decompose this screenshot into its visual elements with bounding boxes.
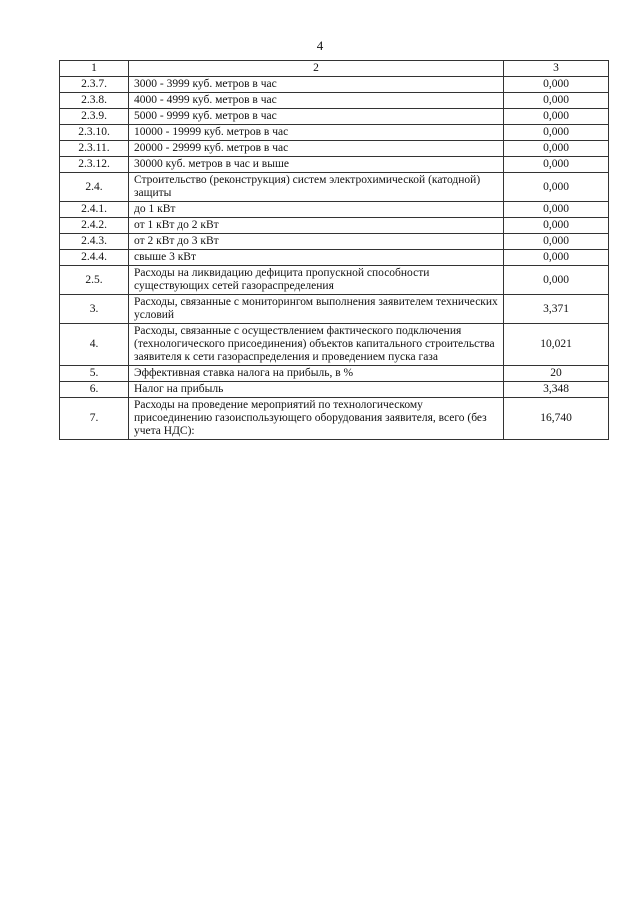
row-value: 0,000 xyxy=(504,234,609,250)
row-description: до 1 кВт xyxy=(129,202,504,218)
row-description: Эффективная ставка налога на прибыль, в % xyxy=(129,366,504,382)
row-value: 0,000 xyxy=(504,173,609,202)
row-description: Расходы на проведение мероприятий по технологическому присоединению газоиспользующего оборудования заявителя, всего (без учета НДС): xyxy=(129,398,504,440)
row-number: 2.3.10. xyxy=(60,125,129,141)
column-header-3: 3 xyxy=(504,61,609,77)
row-number: 2.4.3. xyxy=(60,234,129,250)
table-row xyxy=(60,141,609,157)
table-row xyxy=(60,324,609,366)
table-header-row xyxy=(60,61,609,77)
column-header-2: 2 xyxy=(129,61,504,77)
row-number: 2.3.9. xyxy=(60,109,129,125)
row-value: 0,000 xyxy=(504,250,609,266)
row-description: Строительство (реконструкция) систем электрохимической (катодной) защиты xyxy=(129,173,504,202)
row-number: 2.3.11. xyxy=(60,141,129,157)
row-number: 2.3.8. xyxy=(60,93,129,109)
table-row xyxy=(60,366,609,382)
row-number: 2.3.7. xyxy=(60,77,129,93)
row-number: 2.4.4. xyxy=(60,250,129,266)
row-description: Расходы на ликвидацию дефицита пропускной способности существующих сетей газораспределения xyxy=(129,266,504,295)
row-number: 5. xyxy=(60,366,129,382)
row-number: 3. xyxy=(60,295,129,324)
row-number: 6. xyxy=(60,382,129,398)
row-number: 2.4.2. xyxy=(60,218,129,234)
row-value: 10,021 xyxy=(504,324,609,366)
cost-table-body xyxy=(60,61,609,440)
table-row xyxy=(60,109,609,125)
table-row xyxy=(60,295,609,324)
table-row xyxy=(60,202,609,218)
column-header-1: 1 xyxy=(60,61,129,77)
row-value: 3,371 xyxy=(504,295,609,324)
row-description: от 2 кВт до 3 кВт xyxy=(129,234,504,250)
row-value: 0,000 xyxy=(504,109,609,125)
row-value: 0,000 xyxy=(504,266,609,295)
table-row xyxy=(60,173,609,202)
row-value: 3,348 xyxy=(504,382,609,398)
row-description: Расходы, связанные с осуществлением фактического подключения (технологического присоединения) объектов капитального строительства заявителя к сети газораспределения и проведением пуска газа xyxy=(129,324,504,366)
row-value: 0,000 xyxy=(504,202,609,218)
row-description: свыше 3 кВт xyxy=(129,250,504,266)
row-description: 10000 - 19999 куб. метров в час xyxy=(129,125,504,141)
table-row xyxy=(60,398,609,440)
table-row xyxy=(60,125,609,141)
row-description: Налог на прибыль xyxy=(129,382,504,398)
table-row xyxy=(60,157,609,173)
row-value: 0,000 xyxy=(504,125,609,141)
row-description: 20000 - 29999 куб. метров в час xyxy=(129,141,504,157)
row-value: 0,000 xyxy=(504,93,609,109)
row-description: от 1 кВт до 2 кВт xyxy=(129,218,504,234)
table-row xyxy=(60,382,609,398)
row-value: 0,000 xyxy=(504,77,609,93)
row-description: Расходы, связанные с мониторингом выполнения заявителем технических условий xyxy=(129,295,504,324)
table-row xyxy=(60,266,609,295)
page-number: 4 xyxy=(316,38,324,53)
row-description: 3000 - 3999 куб. метров в час xyxy=(129,77,504,93)
table-row xyxy=(60,218,609,234)
row-value: 16,740 xyxy=(504,398,609,440)
row-number: 7. xyxy=(60,398,129,440)
table-row xyxy=(60,93,609,109)
row-number: 4. xyxy=(60,324,129,366)
row-value: 0,000 xyxy=(504,218,609,234)
row-number: 2.5. xyxy=(60,266,129,295)
table-row xyxy=(60,234,609,250)
row-number: 2.3.12. xyxy=(60,157,129,173)
table-row xyxy=(60,250,609,266)
table-row xyxy=(60,77,609,93)
row-value: 0,000 xyxy=(504,141,609,157)
row-value: 0,000 xyxy=(504,157,609,173)
row-number: 2.4. xyxy=(60,173,129,202)
row-description: 30000 куб. метров в час и выше xyxy=(129,157,504,173)
row-number: 2.4.1. xyxy=(60,202,129,218)
row-description: 4000 - 4999 куб. метров в час xyxy=(129,93,504,109)
cost-table xyxy=(59,60,609,440)
row-value: 20 xyxy=(504,366,609,382)
row-description: 5000 - 9999 куб. метров в час xyxy=(129,109,504,125)
